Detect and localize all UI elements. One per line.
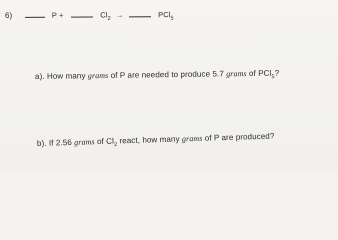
question-part-a: a). How many grams of P are needed to produce 5.7 grams of PCl$_5$? <box>34 68 280 81</box>
problem-number: 6) <box>4 10 13 20</box>
coefficient-blank-cl2 <box>71 11 93 18</box>
coefficient-blank-p <box>24 11 44 18</box>
reactant-cl2: $Cl_2$ <box>100 10 111 22</box>
balancing-equation <box>5 10 174 22</box>
reactant-p: P + <box>51 10 64 20</box>
reaction-arrow: → <box>115 10 124 20</box>
question-part-b: b). If 2.56 grams of $Cl_2$ react, how many grams of P are produced? <box>36 131 275 149</box>
coefficient-blank-pcl5 <box>129 10 151 17</box>
product-pcl5: PCl$_5$ <box>158 10 174 22</box>
